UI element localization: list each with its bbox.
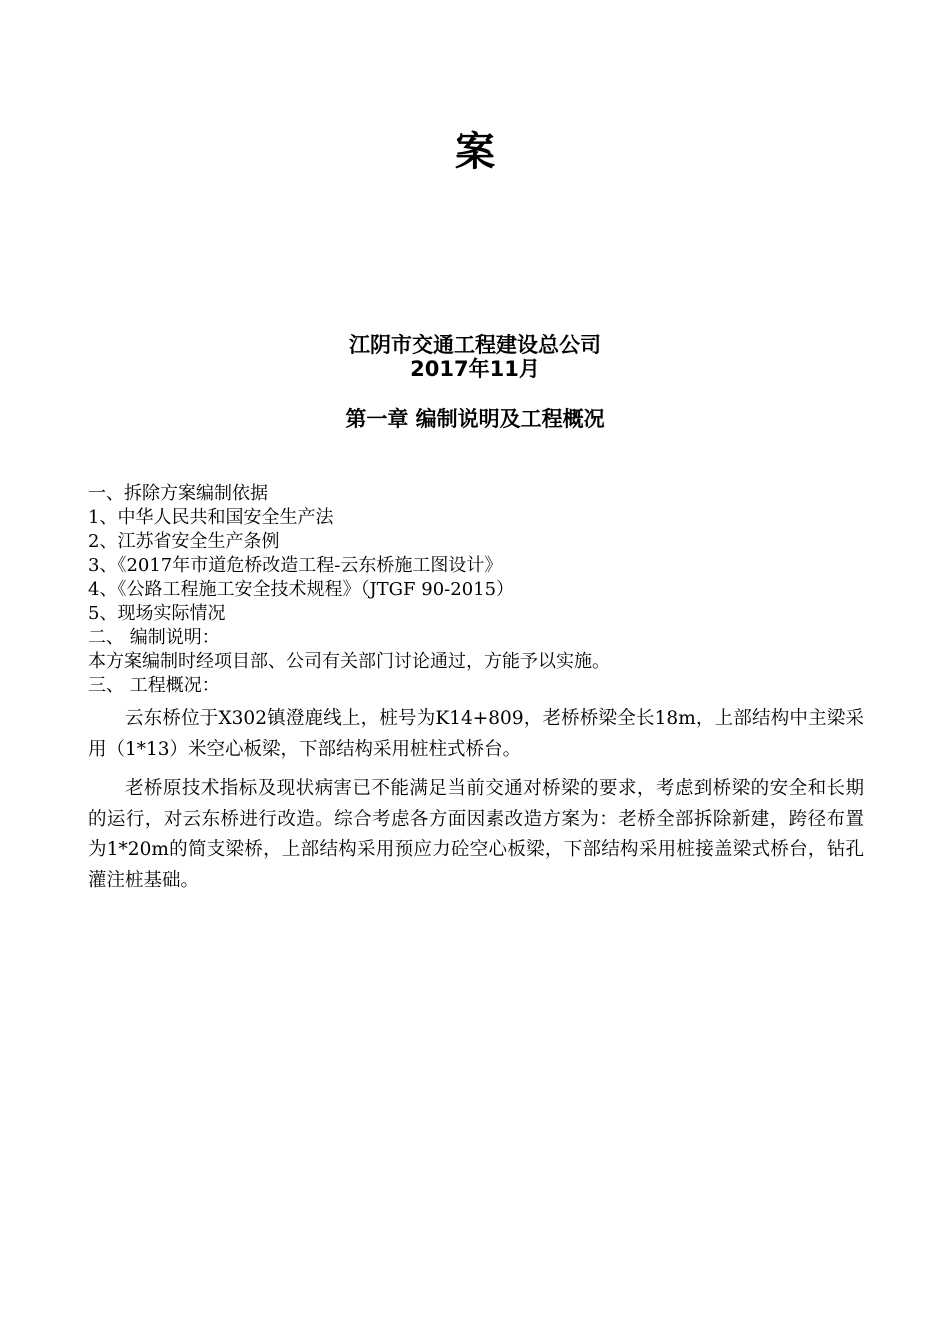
list-item: 2、江苏省安全生产条例 <box>88 531 280 552</box>
section-heading-description: 二、 编制说明： <box>88 627 220 648</box>
document-date: 2017年11月 <box>410 357 540 381</box>
page-title: 案 <box>455 129 495 175</box>
section-heading-overview: 三、 工程概况： <box>88 675 220 696</box>
description-text: 本方案编制时经项目部、公司有关部门讨论通过，方能予以实施。 <box>88 651 610 672</box>
list-item: 1、中华人民共和国安全生产法 <box>88 507 334 528</box>
overview-paragraph-2: 老桥原技术指标及现状病害已不能满足当前交通对桥梁的要求，考虑到桥梁的安全和长期的运行，对云东桥进行改造。综合考虑各方面因素改造方案为：老桥全部拆除新建，跨径布置为1*20m的简支梁桥，上部结构采用预应力砼空心板梁，下部结构采用桩接盖梁式桥台，钻孔灌注桩基础。 <box>88 778 864 891</box>
list-item: 4、《公路工程施工安全技术规程》（JTGF 90-2015） <box>88 579 515 600</box>
overview-paragraph-1: 云东桥位于X302镇澄鹿线上，桩号为K14+809，老桥桥梁全长18m，上部结构中主梁采用（1*13）米空心板梁，下部结构采用桩柱式桥台。 <box>88 708 864 760</box>
company-name: 江阴市交通工程建设总公司 <box>349 333 601 357</box>
list-item: 5、现场实际情况 <box>88 603 226 624</box>
section-heading-basis: 一、拆除方案编制依据 <box>88 483 268 504</box>
chapter-heading: 第一章 编制说明及工程概况 <box>345 407 605 431</box>
list-item: 3、《2017年市道危桥改造工程-云东桥施工图设计》 <box>88 555 503 576</box>
basis-list <box>88 482 868 698</box>
